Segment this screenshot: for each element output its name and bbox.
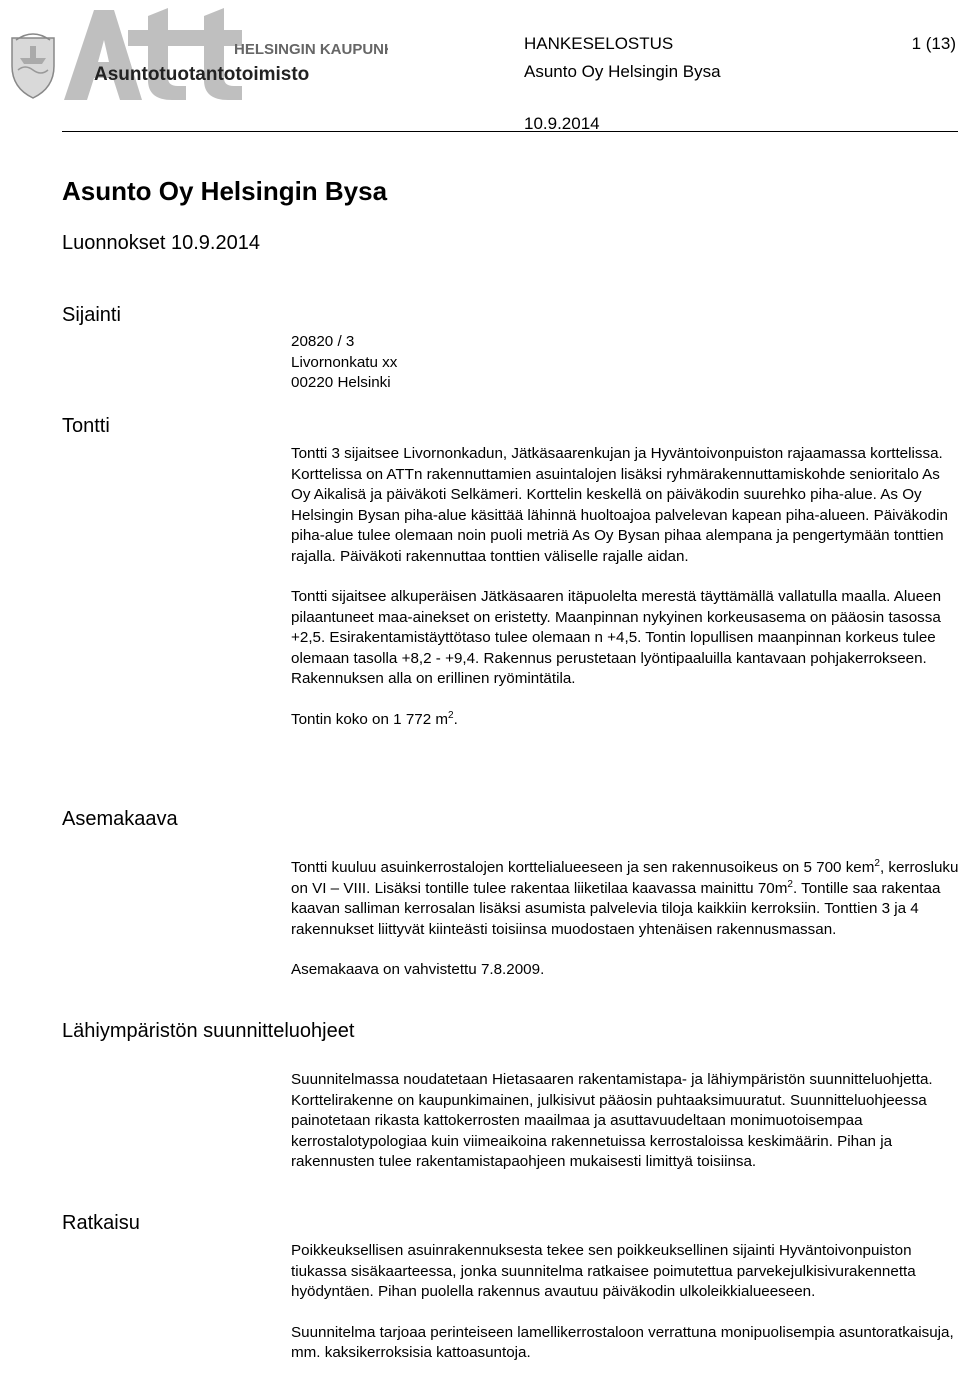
- plot-size-unit-sup: 2: [448, 709, 454, 721]
- plot-size-end: .: [453, 710, 458, 728]
- section-heading-lahiymparisto: Lähiympäristön suunnitteluohjeet: [62, 1020, 355, 1042]
- section-heading-tontti: Tontti: [62, 415, 110, 437]
- logo: [8, 4, 388, 104]
- header-date: 10.9.2014: [524, 114, 600, 133]
- logo-org-text: Asuntotuotantotoimisto: [94, 64, 310, 85]
- ratkaisu-paragraph: Poikkeuksellisen asuinrakennuksesta tekee sen poikkeuksellinen sijainti Hyväntoivonpuiston tiukassa sisäkaarteessa, jonka suunnitelma ratkaisee poimutettua parvekejulkisivurakennetta hyödyntäen. Pihan puolella rakennus avautuu päiväkodin ulkoleikkialueeseen.: [291, 1242, 916, 1300]
- page-title: Asunto Oy Helsingin Bysa: [62, 176, 388, 206]
- header-divider: [62, 131, 958, 132]
- plot-size-text: [291, 710, 959, 731]
- asemakaava-confirmed: Asemakaava on vahvistettu 7.8.2009.: [291, 961, 545, 978]
- header-company: Asunto Oy Helsingin Bysa: [524, 62, 721, 81]
- asemakaava-text-b: , kerrosluku on VI – VIII. Lisäksi tontille tulee rakentaa liiketilaa kaavassa mainittu 70m: [291, 859, 959, 897]
- tontti-paragraph: Tontti 3 sijaitsee Livornonkadun, Jätkäsaarenkujan ja Hyväntoivonpuiston rajaamassa korttelissa. Korttelissa on ATTn rakennuttamien asuintalojen lisäksi ryhmärakennuttamiskohde senioritalo As Oy Aikalisä ja päiväkoti Selkämeri. Korttelin keskellä on päiväkodin suurehko piha-alue. As Oy Helsingin Bysan piha-alue käsittää lähinnä huoltoajoa palvelevan kapean piha-alueen. Päiväkodin piha-alue tulee olemaan noin puoli metriä As Oy Bysan pihaa alempana ja pengertymään tonttien rajalla. Päiväkoti rakennuttaa tonttien väliselle rajalle aidan.: [291, 445, 948, 565]
- plot-size-label: Tontin koko on 1 772 m: [291, 710, 449, 728]
- asemakaava-text-c: . Tontille saa rakentaa kaavan salliman kerrosalan lisäksi asumista palvelevia tiloja kaikkiin kerroksiin. Tonttien 3 ja 4 rakennukset liittyvät kiinteästi toisiinsa muodostaen yhtenäisen rakennusmassan.: [291, 879, 941, 938]
- sup-2: 2: [874, 858, 880, 869]
- sup-2: 2: [787, 878, 793, 890]
- location-line: 20820 / 3: [291, 333, 355, 350]
- section-heading-ratkaisu: Ratkaisu: [62, 1212, 140, 1234]
- location-block: [291, 332, 959, 394]
- city-crest-icon: [12, 34, 54, 98]
- page-number: 1 (13): [911, 34, 956, 53]
- logo-city-text: HELSINGIN KAUPUNKI: [234, 41, 388, 58]
- tontti-paragraph: Tontti sijaitsee alkuperäisen Jätkäsaaren itäpuolelta merestä täyttämällä vallatulla maalla. Alueen pilaantuneet maa-ainekset on eristetty. Maanpinnan nykyinen korkeusasema on pääosin tasossa +2,5. Esirakentamistäyttötaso tulee olemaan n +4,5. Tontin lopullisen maanpinnan korkeus tulee olemaan tasolla +8,2 - +9,4. Rakennus perustetaan lyöntipaaluilla kantavaan pohjakerrokseen. Rakennuksen alla on erillinen ryömintätila.: [291, 588, 942, 687]
- ratkaisu-paragraph: Suunnitelma tarjoaa perinteiseen lamellikerrostaloon verrattuna monipuolisempia asuntoratkaisuja, mm. kaksikerroksisia kattoasuntoja.: [291, 1323, 954, 1361]
- lahiymparisto-block: [291, 1070, 959, 1173]
- asemakaava-block: [291, 858, 959, 981]
- section-heading-sijainti: Sijainti: [62, 304, 121, 326]
- page-subtitle: Luonnokset 10.9.2014: [62, 232, 260, 254]
- ratkaisu-block: [291, 1241, 959, 1364]
- asemakaava-paragraph: [291, 858, 959, 940]
- location-line: Livornonkatu xx: [291, 353, 398, 371]
- tontti-block: [291, 444, 959, 730]
- location-line: 00220 Helsinki: [291, 374, 391, 391]
- att-mark-icon: [64, 8, 242, 100]
- doc-type: HANKESELOSTUS: [524, 34, 674, 53]
- section-heading-asemakaava: Asemakaava: [62, 808, 178, 830]
- helsinki-crest-and-att-logo: [8, 4, 388, 104]
- asemakaava-text-a: Tontti kuuluu asuinkerrostalojen korttelialueeseen ja sen rakennusoikeus on 5 700 kem: [291, 859, 875, 876]
- lahiymparisto-paragraph: Suunnitelmassa noudatetaan Hietasaaren rakentamistapa- ja lähiympäristön suunnitteluohjetta. Korttelirakenne on kaupunkimainen, julkisivut pääosin puhtaaksimuuratut. Suunnitteluohjeessa painotetaan rikasta kattokerrosten maailmaa ja asuttavuudeltaan monimuotoisempaa kerrostalotypologiaa kuin viimeaikoina rakennetuissa kerrostaloissa keskimäärin. Pihan ja rakennusten tulee rakentamistapaohjeen mukaisesti limittyä toisiinsa.: [291, 1071, 933, 1170]
